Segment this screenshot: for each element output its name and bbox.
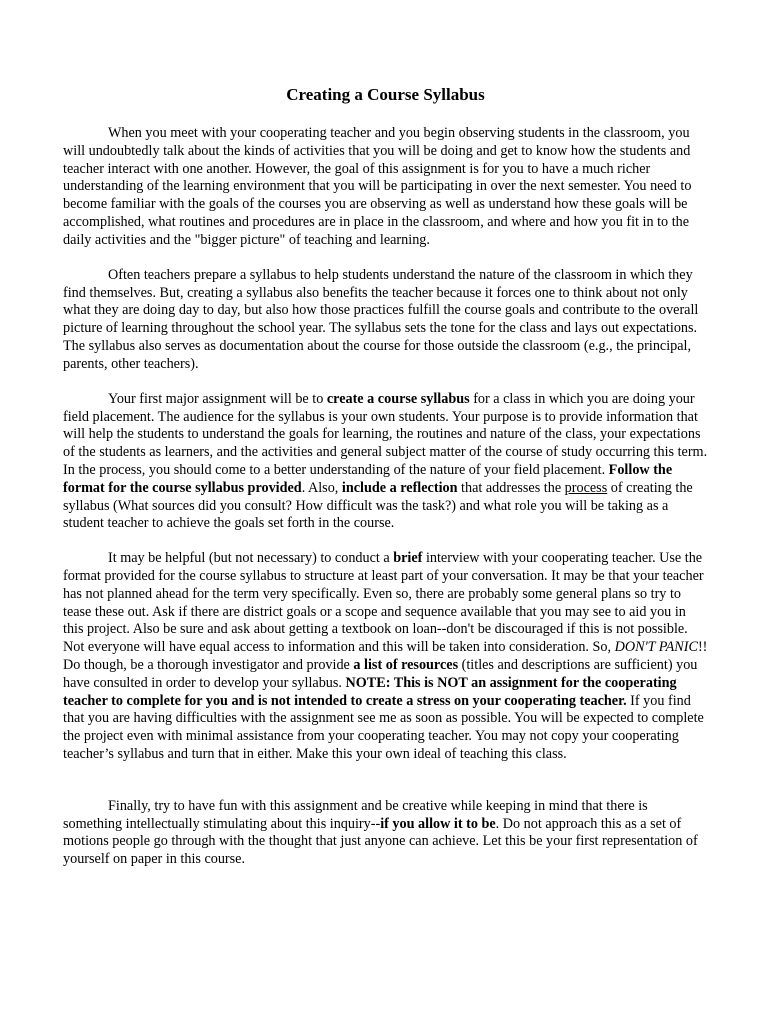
text-run: that addresses the xyxy=(457,479,565,496)
italic-text: DON'T PANIC xyxy=(614,639,698,656)
text-run: for a class in which you are doing your field placement. The audience for the syllabus is your own students. Your purpose is to provide information that will help the students to understand the goals for learning, the routines and nature of the class, your expectations of the students as learners, and the activities and general subject matter of the course of study occurring this term. In the process, you should come to a better understanding of the nature of your field placement. xyxy=(63,390,708,478)
page-title: Creating a Course Syllabus xyxy=(286,85,485,104)
text-run: of creating the syllabus (What sources did you consult? How difficult was the task?) and what role you will be taking as a student teacher to achieve the goals set forth in the course. xyxy=(63,479,693,532)
text-run: Your first major assignment will be to xyxy=(108,390,327,407)
bold-text: a list of resources xyxy=(353,657,459,674)
bold-text: Follow the format for the course syllabus provided xyxy=(63,461,673,496)
bold-text: NOTE: This is NOT an assignment for the cooperating teacher to complete for you and is not intended to create a stress on your cooperating teacher. xyxy=(63,674,677,709)
bold-text: include a reflection xyxy=(341,479,458,496)
underlined-text: process xyxy=(564,479,608,496)
paragraph-closing xyxy=(63,798,708,869)
text-run: !! Do though, be a thorough investigator and provide xyxy=(63,639,708,674)
text-run: interview with your cooperating teacher. Use the format provided for the course syllabus to structure at least part of your conversation. It may be that your teacher has not planned ahead for the term very specifically. Even so, there are probably some general plans so try to tease these out. Ask if there are district goals or a scope and sequence available that you may see to aid you in this project. Also be sure and ask about getting a textbook on loan--don't be discouraged if this is not possible. Not everyone will have equal access to information and this will be taken into consideration. So, xyxy=(63,550,704,656)
text-run: . Do not approach this as a set of motions people go through with the thought that just anyone can achieve. Let this be your first representation of yourself on paper in this course. xyxy=(63,815,698,868)
text-run: . Also, xyxy=(301,479,342,496)
text-run: If you find that you are having difficulties with the assignment see me as soon as possible. You will be expected to complete the project even with minimal assistance from your cooperating teacher. You may not copy your cooperating teacher’s syllabus and turn that in either. Make this your own ideal of teaching this class. xyxy=(63,692,704,763)
bold-text: if you allow it to be xyxy=(380,815,496,832)
bold-text: brief xyxy=(393,550,423,567)
text-run: (titles and descriptions are sufficient) you have consulted in order to develop your syllabus. xyxy=(63,657,698,691)
paragraph-intro: When you meet with your cooperating teacher and you begin observing students in the classroom, you will undoubtedly talk about the kinds of activities that you will be doing and get to know how the students and teacher interact with one another. However, the goal of this assignment is for you to have a much richer understanding of the learning environment that you will be participating in over the next semester. You need to become familiar with the goals of the courses you are observing as well as understand how these goals will be accomplished, what routines and procedures are in place in the classroom, and where and how you fit in to the daily activities and the "bigger picture" of teaching and learning. xyxy=(63,125,692,248)
text-run: Finally, try to have fun with this assignment and be creative while keeping in mind that there is something intellectually stimulating about this inquiry-- xyxy=(63,797,648,832)
paragraph-syllabus-purpose: Often teachers prepare a syllabus to help students understand the nature of the classroom in which they find themselves. But, creating a syllabus also benefits the teacher because it forces one to think about not only what they are doing day to day, but also how those practices fulfill the course goals and contribute to the overall picture of learning throughout the school year. The syllabus sets the tone for the class and lays out expectations. The syllabus also serves as documentation about the course for those outside the classroom (e.g., the principal, parents, other teachers). xyxy=(63,266,699,372)
document-page xyxy=(63,84,708,886)
bold-text: create a course syllabus xyxy=(326,390,470,407)
paragraph-assignment xyxy=(63,391,708,533)
paragraph-interview xyxy=(63,550,708,764)
text-run: It may be helpful (but not necessary) to conduct a xyxy=(108,550,394,567)
